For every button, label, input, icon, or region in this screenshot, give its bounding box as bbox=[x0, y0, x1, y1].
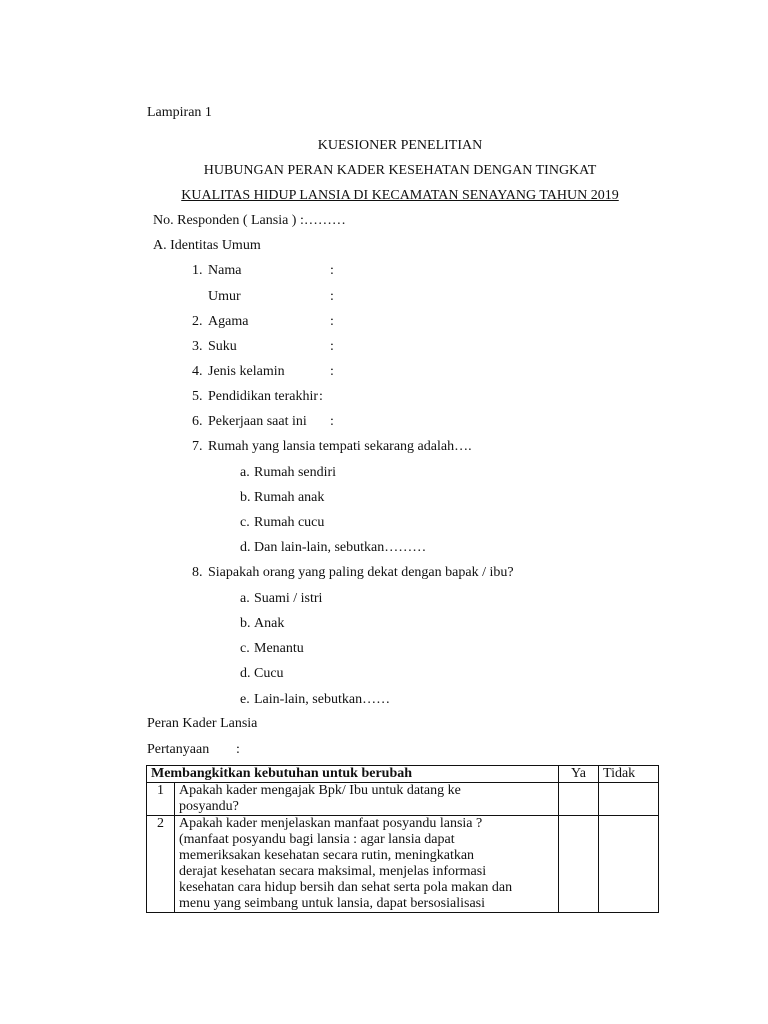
item-colon: : bbox=[330, 414, 334, 429]
row-question bbox=[175, 816, 559, 913]
title-line-2: HUBUNGAN PERAN KADER KESEHATAN DENGAN TINGKAT bbox=[203, 163, 597, 178]
responden-number: No. Responden ( Lansia ) :……… bbox=[153, 213, 346, 228]
option-letter: d. bbox=[240, 540, 251, 555]
item-label: Pendidikan terakhir bbox=[208, 389, 319, 404]
ya-cell[interactable] bbox=[559, 816, 599, 913]
question-line: kesehatan cara hidup bersih dan sehat serta pola makan dan bbox=[179, 880, 513, 895]
option-text: Suami / istri bbox=[254, 591, 323, 606]
section-a-heading: A. Identitas Umum bbox=[153, 238, 261, 253]
question-line: Apakah kader mengajak Bpk/ Ibu untuk datang ke bbox=[179, 783, 461, 798]
header-ya: Ya bbox=[559, 766, 599, 783]
lampiran-label: Lampiran 1 bbox=[147, 105, 212, 120]
option-letter: a. bbox=[240, 465, 250, 480]
item-number: 3. bbox=[192, 339, 203, 354]
peran-heading: Peran Kader Lansia bbox=[147, 716, 258, 731]
option-text: Rumah anak bbox=[254, 490, 325, 505]
ya-cell[interactable] bbox=[559, 783, 599, 816]
item-label: Umur bbox=[208, 289, 241, 304]
question-table bbox=[146, 765, 659, 913]
question-number: 8. bbox=[192, 565, 203, 580]
table-row bbox=[147, 783, 659, 816]
row-number: 2 bbox=[147, 816, 175, 913]
tidak-cell[interactable] bbox=[599, 816, 659, 913]
option-letter: d. bbox=[240, 666, 251, 681]
option-text: Cucu bbox=[254, 666, 284, 681]
question-line: memeriksakan kesehatan secara rutin, meningkatkan bbox=[179, 848, 475, 863]
option-text: Rumah cucu bbox=[254, 515, 325, 530]
question-text: Rumah yang lansia tempati sekarang adalah…. bbox=[208, 439, 472, 454]
option-letter: b. bbox=[240, 616, 251, 631]
option-letter: c. bbox=[240, 641, 250, 656]
item-number: 2. bbox=[192, 314, 203, 329]
title-line-1: KUESIONER PENELITIAN bbox=[317, 138, 483, 153]
option-text: Lain-lain, sebutkan…… bbox=[254, 692, 391, 707]
row-question bbox=[175, 783, 559, 816]
item-number: 5. bbox=[192, 389, 203, 404]
item-label: Pekerjaan saat ini bbox=[208, 414, 307, 429]
item-colon: : bbox=[319, 389, 323, 404]
pertanyaan-colon: : bbox=[236, 742, 240, 757]
tidak-cell[interactable] bbox=[599, 783, 659, 816]
table-header-row bbox=[147, 766, 659, 783]
pertanyaan-label: Pertanyaan bbox=[147, 742, 210, 757]
item-label: Agama bbox=[208, 314, 249, 329]
question-number: 7. bbox=[192, 439, 203, 454]
item-number: 6. bbox=[192, 414, 203, 429]
question-line: (manfaat posyandu bagi lansia : agar lansia dapat bbox=[179, 832, 455, 847]
question-line: menu yang seimbang untuk lansia, dapat bersosialisasi bbox=[179, 896, 485, 911]
item-number: 4. bbox=[192, 364, 203, 379]
title-line-3: KUALITAS HIDUP LANSIA DI KECAMATAN SENAYANG TAHUN 2019 bbox=[181, 188, 619, 203]
item-colon: : bbox=[330, 289, 334, 304]
option-letter: a. bbox=[240, 591, 250, 606]
option-text: Dan lain-lain, sebutkan……… bbox=[254, 540, 427, 555]
question-line: Apakah kader menjelaskan manfaat posyandu lansia ? bbox=[179, 816, 483, 831]
item-colon: : bbox=[330, 339, 334, 354]
row-number: 1 bbox=[147, 783, 175, 816]
option-letter: e. bbox=[240, 692, 250, 707]
header-question: Membangkitkan kebutuhan untuk berubah bbox=[147, 766, 559, 783]
option-text: Menantu bbox=[254, 641, 304, 656]
item-label: Suku bbox=[208, 339, 237, 354]
item-label: Nama bbox=[208, 263, 242, 278]
header-tidak: Tidak bbox=[599, 766, 659, 783]
item-colon: : bbox=[330, 364, 334, 379]
option-text: Rumah sendiri bbox=[254, 465, 337, 480]
item-number: 1. bbox=[192, 263, 203, 278]
question-line: derajat kesehatan secara maksimal, menjelas informasi bbox=[179, 864, 487, 879]
option-text: Anak bbox=[254, 616, 285, 631]
item-label: Jenis kelamin bbox=[208, 364, 285, 379]
option-letter: c. bbox=[240, 515, 250, 530]
table-row bbox=[147, 816, 659, 913]
question-line: posyandu? bbox=[179, 799, 239, 814]
item-colon: : bbox=[330, 263, 334, 278]
question-text: Siapakah orang yang paling dekat dengan bapak / ibu? bbox=[208, 565, 514, 580]
option-letter: b. bbox=[240, 490, 251, 505]
item-colon: : bbox=[330, 314, 334, 329]
